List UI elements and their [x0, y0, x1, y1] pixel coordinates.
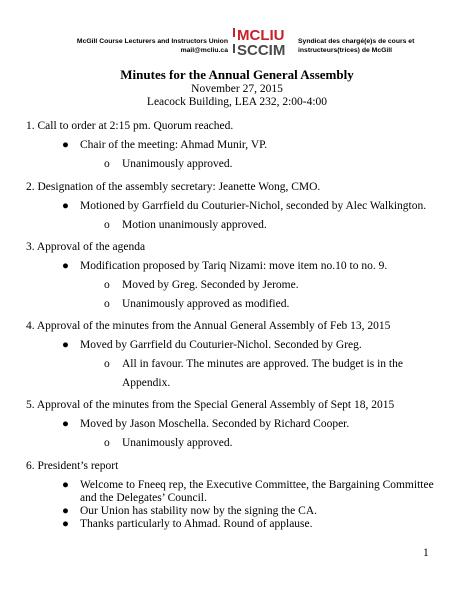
sub-bullet-icon: o [104, 358, 110, 370]
union-name-fr-2: instructeurs(trices) de McGill [298, 46, 393, 54]
sub-bullet-icon: o [104, 219, 110, 231]
item-1-sub-1: Unanimously approved. [122, 158, 233, 170]
item-3-sub-2: Unanimously approved as modified. [122, 298, 290, 310]
header-french [298, 38, 414, 55]
item-3-sub-1: Moved by Greg. Seconded by Jerome. [122, 279, 299, 291]
sub-bullet-icon: o [104, 279, 110, 291]
item-6-bullet-2: Our Union has stability now by the signing the CA. [80, 505, 318, 517]
item-6: 6. President’s report [26, 460, 119, 472]
union-name-en: McGill Course Lecturers and Instructors Union [76, 38, 228, 45]
item-6-bullet-1-cont: and the Delegates’ Council. [80, 492, 207, 504]
logo-mcliu-text: MCLIU [237, 27, 285, 44]
logo-sccim-text: SCCIM [237, 42, 286, 59]
item-4-sub-1-cont: Appendix. [122, 377, 171, 389]
document-title: Minutes for the Annual General Assembly [120, 67, 354, 82]
bullet-icon: ● [62, 339, 69, 351]
bullet-icon: ● [62, 260, 69, 272]
header-english [26, 38, 228, 55]
bullet-icon: ● [62, 479, 69, 491]
meeting-location: Leacock Building, LEA 232, 2:00-4:00 [146, 96, 328, 108]
sub-bullet-icon: o [104, 298, 110, 310]
sub-bullet-icon: o [104, 437, 110, 449]
sub-bullet-icon: o [104, 158, 110, 170]
item-4-bullet-1: Moved by Garrfield du Couturier-Nichol. Seconded by Greg. [80, 339, 362, 351]
item-1: 1. Call to order at 2:15 pm. Quorum reached. [26, 120, 234, 132]
item-4-sub-1: All in favour. The minutes are approved. The budget is in the [122, 358, 403, 370]
item-1-bullet-1: Chair of the meeting: Ahmad Munir, VP. [80, 139, 268, 151]
page-number: 1 [423, 547, 429, 559]
bullet-icon: ● [62, 518, 69, 530]
union-email: mail@mcliu.ca [180, 46, 228, 54]
item-2-bullet-1: Motioned by Garrfield du Couturier-Nichol, seconded by Alec Walkington. [80, 200, 427, 212]
bullet-icon: ● [62, 200, 69, 212]
item-4: 4. Approval of the minutes from the Annual General Assembly of Feb 13, 2015 [26, 320, 391, 332]
meeting-date: November 27, 2015 [191, 83, 283, 95]
item-5-bullet-1: Moved by Jason Moschella. Seconded by Richard Cooper. [80, 418, 350, 430]
bullet-icon: ● [62, 418, 69, 430]
bullet-icon: ● [62, 139, 69, 151]
bullet-icon: ● [62, 505, 69, 517]
item-3-bullet-1: Modification proposed by Tariq Nizami: move item no.10 to no. 9. [80, 260, 388, 272]
item-6-bullet-1: Welcome to Fneeq rep, the Executive Committee, the Bargaining Committee [80, 479, 434, 491]
item-6-bullet-3: Thanks particularly to Ahmad. Round of applause. [80, 518, 313, 530]
item-2: 2. Designation of the assembly secretary: Jeanette Wong, CMO. [26, 181, 321, 193]
item-3: 3. Approval of the agenda [26, 241, 146, 253]
item-5-sub-1: Unanimously approved. [122, 437, 233, 449]
union-name-fr-1: Syndicat des chargé(e)s de cours et [298, 38, 415, 45]
item-5: 5. Approval of the minutes from the Special General Assembly of Sept 18, 2015 [26, 399, 395, 411]
item-2-sub-1: Motion unanimously approved. [122, 219, 267, 231]
